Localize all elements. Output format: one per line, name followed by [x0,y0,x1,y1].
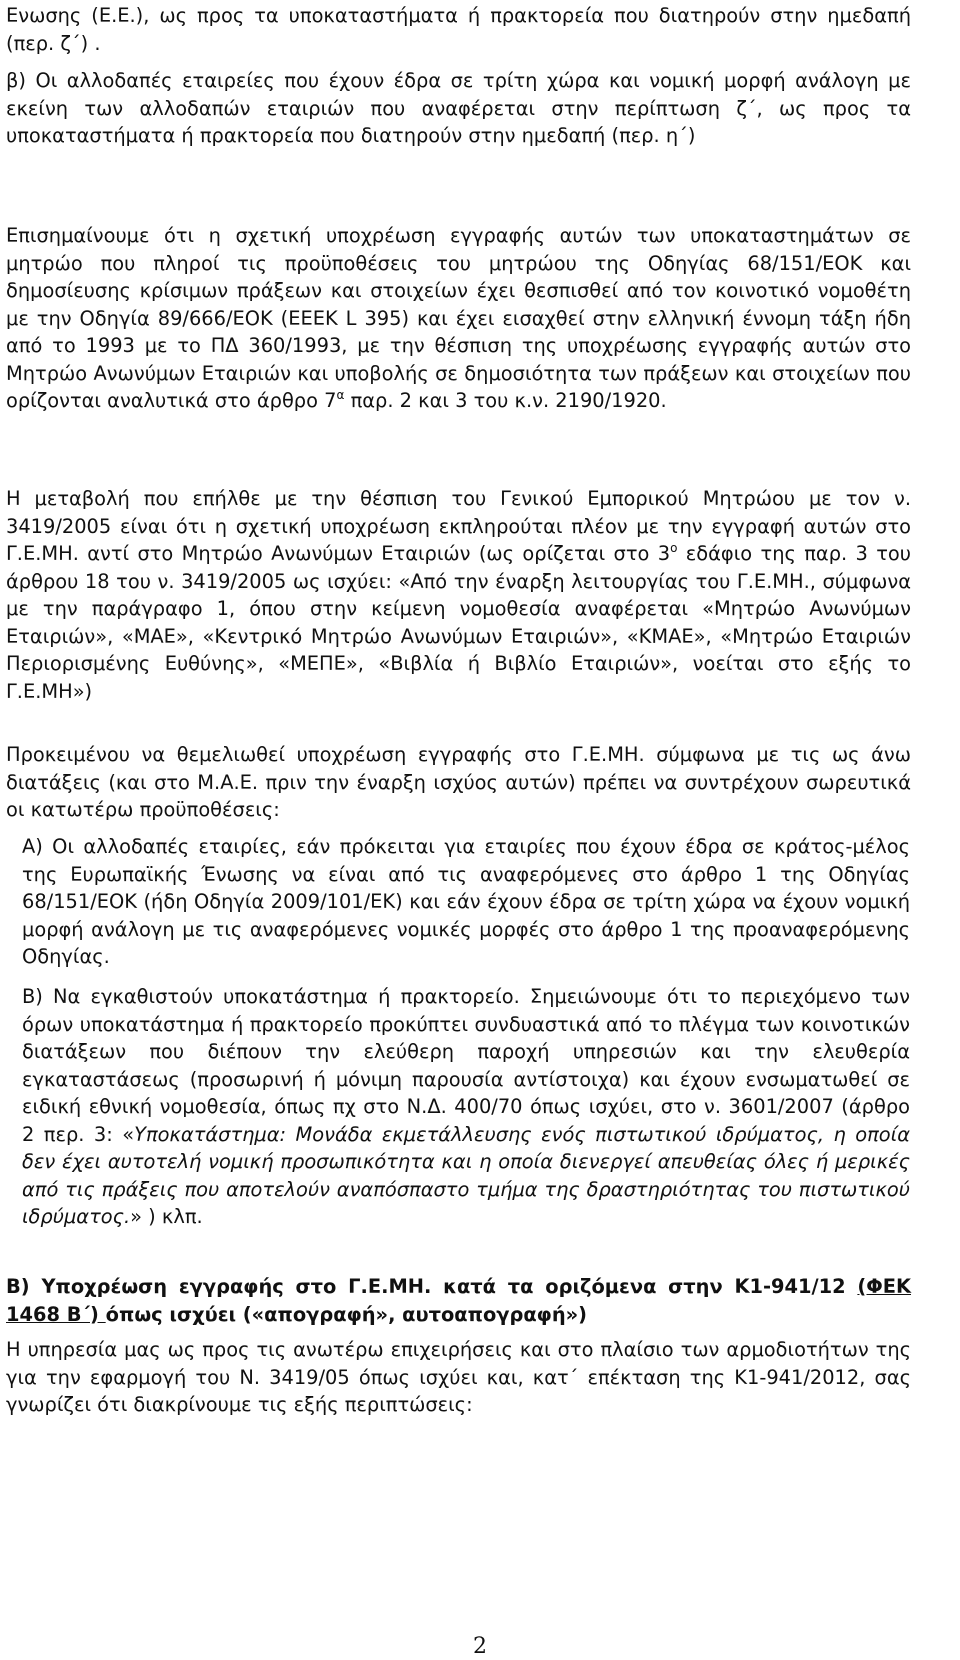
paragraph-text: Επισημαίνουμε ότι η σχετική υποχρέωση εγγραφής αυτών των υποκαταστημάτων σε μητρώο που πληροί τις προϋποθέσεις του μητρώου της Οδηγίας 68/151/ΕΟΚ και δημοσίευσης κρίσιμων πράξεων και στοιχείων έχει θεσπισθεί από τον κοινοτικό νομοθέτη με την Οδηγία 89/666/ΕΟΚ (ΕΕΕΚ L 395) και έχει εισαχθεί στην ελληνική έννομη τάξη ήδη από το 1993 με το ΠΔ 360/1993, με την θέσπιση της υποχρέωσης εγγραφής αυτών στο Μητρώο Ανωνύμων Εταιριών και υποβολής σε δημοσιότητα των πράξεων και στοιχείων που ορίζονται αναλυτικά στο άρθρο 7 [6,224,911,412]
paragraph-condition-b [22,983,910,1231]
superscript: α [336,388,345,402]
paragraph-text: Α) Οι αλλοδαπές εταιρίες, εάν πρόκειται για εταιρίες που έχουν έδρα σε κράτος-μέλος της Ευρωπαϊκής Ένωσης να είναι από τις αναφερόμενες στο άρθρο 1 της Οδηγίας 68/151/ΕΟΚ (ήδη Οδηγία 2009/101/ΕΚ) και εάν έχουν έδρα σε τρίτη χώρα να έχουν νομική μορφή ανάλογη με τις αναφερόμενες νομικές μορφές στο άρθρο 1 της προαναφερόμενης Οδηγίας. [22,835,910,968]
paragraph-text-tail: παρ. 2 και 3 του κ.ν. 2190/1920. [344,389,667,412]
paragraph-text: Ενωσης (Ε.Ε.), ως προς τα υποκαταστήματα ή πρακτορεία που διατηρούν στην ημεδαπή (περ. ζ΄) . [6,4,911,55]
paragraph-text: Προκειμένου να θεμελιωθεί υποχρέωση εγγραφής στο Γ.Ε.ΜΗ. σύμφωνα με τις ως άνω διατάξεις (και στο Μ.Α.Ε. πριν την έναρξη ισχύος αυτών) πρέπει να συντρέχουν σωρευτικά οι κατωτέρω προϋποθέσεις: [6,743,911,821]
paragraph-emphasis [6,222,911,415]
paragraph-text: Η υπηρεσία μας ως προς τις ανωτέρω επιχειρήσεις και στο πλαίσιο των αρμοδιοτήτων της για την εφαρμογή του Ν. 3419/05 όπως ισχύει και, κατ΄ επέκταση της Κ1-941/2012, σας γνωρίζει ότι διακρίνουμε τις εξής περιπτώσεις: [6,1338,911,1416]
paragraph-text-tail: » ) κλπ. [130,1205,203,1228]
paragraph-service-cases [6,1336,911,1419]
paragraph-continuation [6,2,911,57]
section-heading [6,1273,911,1328]
paragraph-condition-a [22,833,910,971]
paragraph-text: Β) Να εγκαθιστούν υποκατάστημα ή πρακτορείο. Σημειώνουμε ότι το περιεχόμενο των όρων υποκατάστημα ή πρακτορείο προκύπτει συνδυαστικά από το πλέγμα των κοινοτικών διατάξεων που διέπουν την ελεύθερη παροχή υπηρεσιών και την ελευθερία εγκαταστάσεως (προσωρινή ή μόνιμη παρουσία αντίστοιχα) και έχουν ενσωματωθεί σε ειδική εθνική νομοθεσία, όπως πχ στο Ν.Δ. 400/70 όπως ισχύει, στο ν. 3601/2007 (άρθρο 2 περ. 3: « [22,985,910,1146]
heading-underlined-reference: (ΦΕΚ 1468 Β΄) [6,1275,911,1326]
page-number: 2 [473,1634,487,1659]
paragraph-text-tail: εδάφιο της παρ. 3 του άρθρου 18 του ν. 3419/2005 ως ισχύει: «Από την έναρξη λειτουργίας του Γ.Ε.ΜΗ., σύμφωνα με την παράγραφο 1, όπου στην κείμενη νομοθεσία αναφέρεται «Μητρώο Ανωνύμων Εταιριών», «ΜΑΕ», «Κεντρικό Μητρώο Ανωνύμων Εταιριών», «ΚΜΑΕ», «Μητρώο Εταιριών Περιορισμένης Ευθύνης», «ΜΕΠΕ», «Βιβλία ή Βιβλίο Εταιριών», νοείται στο εξής το Γ.Ε.ΜΗ») [6,542,911,703]
quoted-definition: Υποκατάστημα: Μονάδα εκμετάλλευσης ενός πιστωτικού ιδρύματος, η οποία δεν έχει αυτοτελή νομική προσωπικότητα και η οποία διενεργεί απευθείας όλες ή μερικές από τις πράξεις που αποτελούν αναπόσπαστο τμήμα της δραστηριότητας του πιστωτικού ιδρύματος. [22,1122,910,1228]
heading-text: Β) Υποχρέωση εγγραφής στο Γ.Ε.ΜΗ. κατά τα οριζόμενα στην Κ1-941/12 [6,1275,858,1298]
paragraph-prerequisites [6,741,911,824]
superscript: ο [670,541,678,555]
paragraph-text: β) Οι αλλοδαπές εταιρείες που έχουν έδρα σε τρίτη χώρα και νομική μορφή ανάλογη με εκείνη των αλλοδαπών εταιριών που αναφέρεται στην περίπτωση ζ΄, ως προς τα υποκαταστήματα ή πρακτορεία που διατηρούν στην ημεδαπή (περ. η΄) [6,69,911,147]
heading-text-tail: όπως ισχύει («απογραφή», αυτοαπογραφή») [105,1302,588,1326]
paragraph-change-gemi [6,485,911,705]
paragraph-text: Η μεταβολή που επήλθε με την θέσπιση του Γενικού Εμπορικού Μητρώου με τον ν. 3419/2005 είναι ότι η σχετική υποχρέωση εκπληρούται πλέον με την εγγραφή αυτών στο Γ.Ε.ΜΗ. αντί στο Μητρώο Ανωνύμων Εταιριών (ως ορίζεται στο 3 [6,487,911,565]
paragraph-case-b [6,67,911,150]
